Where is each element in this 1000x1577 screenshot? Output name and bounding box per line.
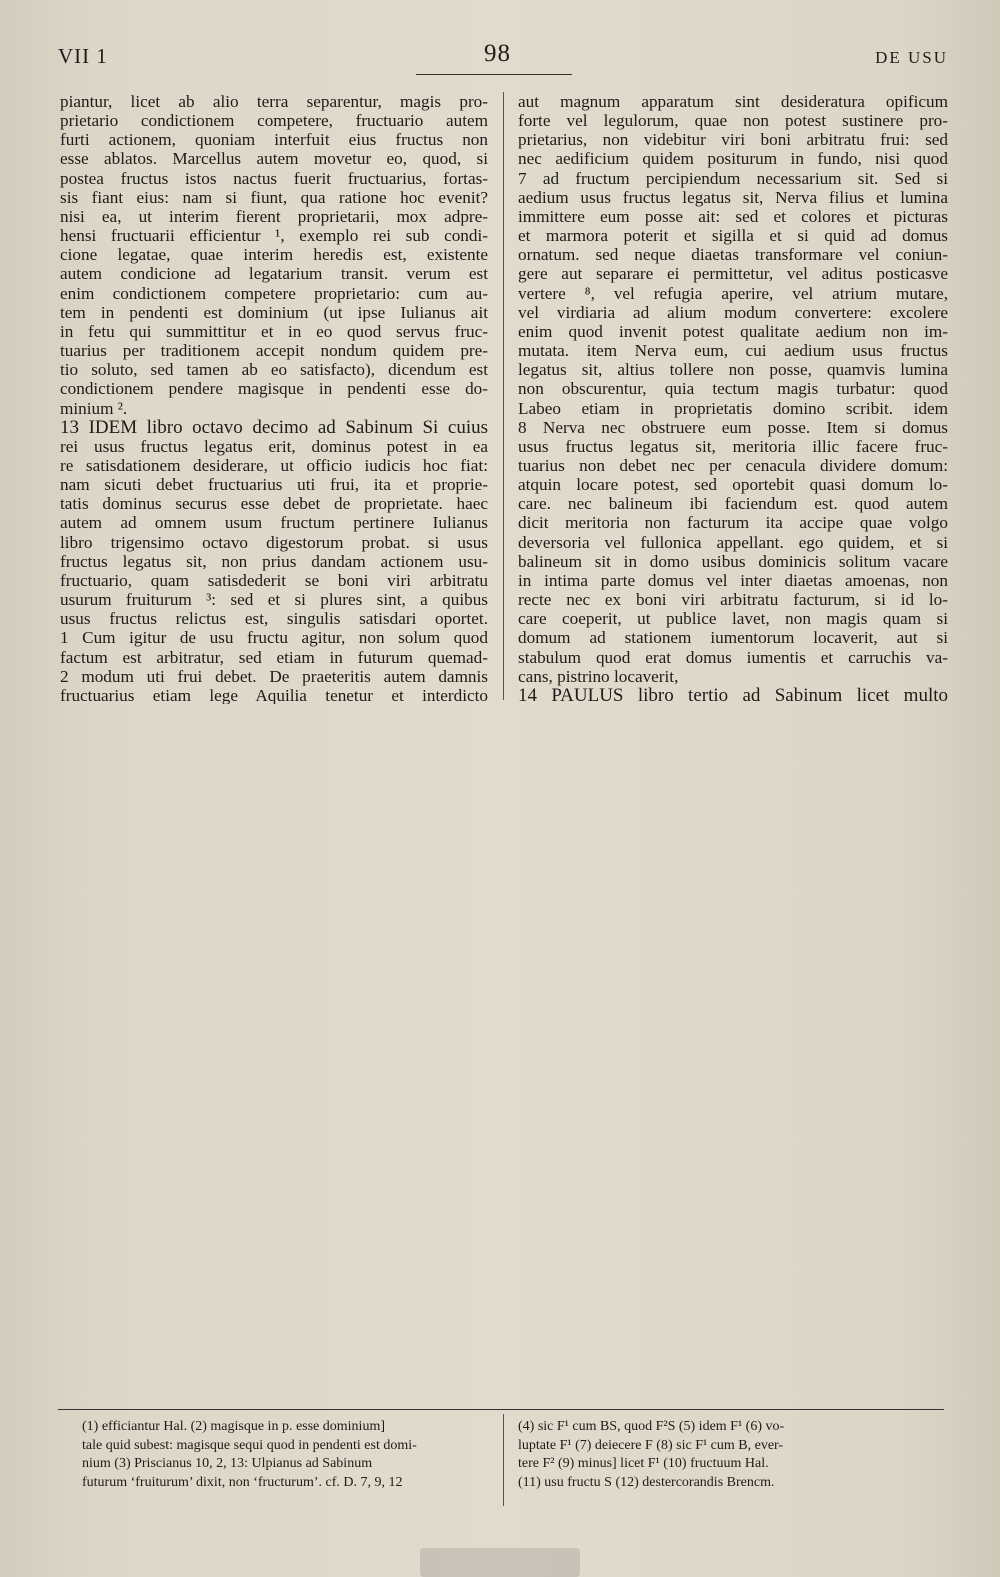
text-line: 1 Cum igitur de usu fructu agitur, non solum quod — [60, 628, 488, 648]
footnotes-right — [518, 1418, 950, 1492]
text-line: Labeo etiam in proprietatis domino scribit. idem — [518, 398, 948, 418]
footnote-divider — [503, 1414, 504, 1506]
text-line: ornatum. sed neque diaetas transformare vel coniun- — [518, 245, 948, 265]
text-line: autem ad omnem usum fructum pertinere Iulianus — [60, 513, 488, 533]
text-line: autem condicione ad legatarium transit. verum est — [60, 264, 488, 284]
text-line: nisi ea, ut interim fierent proprietarii, mox adpre- — [60, 206, 488, 226]
text-line: 8 Nerva nec obstruere eum posse. Item si domus — [518, 417, 948, 437]
running-head-left: VII 1 — [58, 44, 108, 68]
text-line: care. nec balineum ibi faciendum est. quod autem — [518, 494, 948, 514]
text-line: balineum sit in domo usibus dominicis solitum vacare — [518, 551, 948, 571]
text-line: non obscurentur, quia tectum magis turbatur: quod — [518, 379, 948, 399]
text-line: prietarius, non videbitur viri boni arbitratu frui: sed — [518, 130, 948, 150]
text-line: nam sicuti debet fructuarius uti frui, ita et proprie- — [60, 475, 488, 495]
text-line: enim quod invenit potest qualitate aedium non im- — [518, 321, 948, 341]
footnote-line: (4) sic F¹ cum BS, quod F²S (5) idem F¹ (6) vo- — [518, 1419, 785, 1434]
text-line: domum ad stationem iumentorum locaverit, aut si — [518, 628, 948, 648]
text-line: usus fructus legatus sit, meritoria illic facere fruc- — [518, 436, 948, 456]
text-line: postea fructus istos nactus fuerit fructuarius, fortas- — [60, 168, 488, 188]
text-line: aut magnum apparatum sint desideratura opificum — [518, 92, 948, 111]
footnote-line: nium (3) Priscianus 10, 2, 13: Ulpianus ad Sabinum — [82, 1456, 373, 1471]
text-line: cione legatae, quae interim heredis est, existente — [60, 245, 488, 265]
page-number: 98 — [484, 40, 511, 67]
text-line: 14 PAULUS libro tertio ad Sabinum licet multo — [518, 684, 948, 704]
footnote-line: futurum ‘fruiturum’ dixit, non ‘fructurum’. cf. D. 7, 9, 12 — [82, 1474, 403, 1490]
text-line: re satisdationem desiderare, ut officio iudicis hoc fiat: — [60, 455, 488, 475]
footnote-line: tere F² (9) minus] licet F¹ (10) fructuum Hal. — [518, 1456, 769, 1471]
text-line: aedium usus fructus legatus sit, Nerva filius et lumina — [518, 187, 948, 207]
text-line: in fetu qui summittitur et in eo quod servus fruc- — [60, 321, 488, 341]
text-line: tuarius non debet nec per cenacula dividere domum: — [518, 455, 948, 475]
text-line: gere aut separare ei permittetur, vel aditus posticasve — [518, 264, 948, 284]
text-line: 2 modum uti frui debet. De praeteritis autem damnis — [60, 666, 488, 686]
text-line: enim condictionem competere proprietario: cum au- — [60, 283, 488, 303]
text-line: et marmora poterit et sigilla et si quid ad domus — [518, 226, 948, 246]
text-line: cans, pistrino locaverit, — [518, 666, 679, 686]
text-line: vel virdiaria ad alium modum convertere: excolere — [518, 302, 948, 322]
text-column-right — [518, 92, 948, 704]
text-line: deversoria vel fullonica appellant. ego quidem, et si — [518, 532, 948, 552]
text-line: in intima parte domus vel inter diaetas amoenas, non — [518, 570, 948, 590]
library-stamp — [420, 1548, 580, 1577]
text-line: hensi fructuarii efficientur ¹, exemplo rei sub condi- — [60, 226, 488, 246]
text-line: rei usus fructus legatus erit, dominus potest in ea — [60, 436, 488, 456]
text-line: legatus sit, altius tollere non posse, quamvis lumina — [518, 360, 948, 380]
text-line: forte vel legulorum, quae non potest sustinere pro- — [518, 111, 948, 131]
text-line: tem in pendenti est dominium (ut ipse Iulianus ait — [60, 302, 488, 322]
text-line: vertere ⁸, vel refugia aperire, vel atrium mutare, — [518, 283, 948, 303]
text-line: furti actionem, quoniam interfuit eius fructus non — [60, 130, 488, 150]
text-column-left — [60, 92, 488, 704]
text-line: 7 ad fructum percipiendum necessarium sit. Sed si — [518, 168, 948, 188]
text-line: tatis dominus securus esse debet de proprietate. haec — [60, 494, 488, 514]
text-line: recte nec ex boni viri arbitratu facturum, si id lo- — [518, 590, 948, 610]
text-line: dicit meritoria non facturum ita accipe quae volgo — [518, 513, 948, 533]
text-line: fructuarius etiam lege Aquilia tenetur et interdicto — [60, 685, 488, 704]
footnote-line: (1) efficiantur Hal. (2) magisque in p. esse dominium] — [82, 1419, 385, 1434]
text-line: mutata. item Nerva eum, cui aedium usus fructus — [518, 341, 948, 361]
running-head-right: DE USU — [875, 48, 948, 67]
footnote-line: (11) usu fructu S (12) destercorandis Brencm. — [518, 1474, 775, 1490]
text-line: stabulum quod erat domus iumentis et carruchis va- — [518, 647, 948, 667]
text-line: usurum fruiturum ³: sed et si plures sint, a quibus — [60, 590, 488, 610]
text-line: tuarius per traditionem accepit nondum quidem pre- — [60, 341, 488, 361]
text-line: sis fiant eius: nam si fiunt, qua ratione hoc evenit? — [60, 187, 488, 207]
text-line: immittere eum posse ait: sed et colores et picturas — [518, 206, 948, 226]
text-line: condictionem pendere magisque in pendenti esse do- — [60, 379, 488, 399]
text-line: minium ². — [60, 398, 128, 418]
footnote-line: tale quid subest: magisque sequi quod in pendenti est domi- — [82, 1437, 417, 1453]
text-line: piantur, licet ab alio terra separentur, magis pro- — [60, 92, 488, 111]
text-line: tio soluto, sed tamen ab eo satisfacto), dicendum est — [60, 360, 488, 380]
text-line: 13 IDEM libro octavo decimo ad Sabinum Si cuius — [60, 416, 488, 438]
text-line: fructus legatus sit, non prius dandam actionem usu- — [60, 551, 488, 571]
text-line: care coeperit, ut publice lavet, non magis quam si — [518, 609, 948, 629]
text-line: fructuario, quam satisdederit se boni viri arbitratu — [60, 570, 488, 590]
text-line: libro trigensimo octavo digestorum probat. si usus — [60, 532, 488, 552]
text-line: esse ablatos. Marcellus autem movetur eo, quod, si — [60, 149, 488, 169]
text-line: atquin locare potest, sed oportebit quasi domum lo- — [518, 475, 948, 495]
text-line: factum est arbitratur, sed etiam in futurum quemad- — [60, 647, 488, 667]
footnote-rule — [58, 1409, 944, 1410]
text-line: usus fructus relictus est, singulis satisdari oportet. — [60, 609, 488, 629]
text-line: nec aedificium quidem positurum in fundo, nisi quod — [518, 149, 948, 169]
text-line: prietario condictionem competere, fructuario autem — [60, 111, 488, 131]
footnotes-left — [82, 1418, 492, 1492]
header-rule — [416, 74, 572, 75]
column-divider — [503, 92, 504, 700]
footnote-line: luptate F¹ (7) deiecere F (8) sic F¹ cum B, ever- — [518, 1437, 784, 1453]
